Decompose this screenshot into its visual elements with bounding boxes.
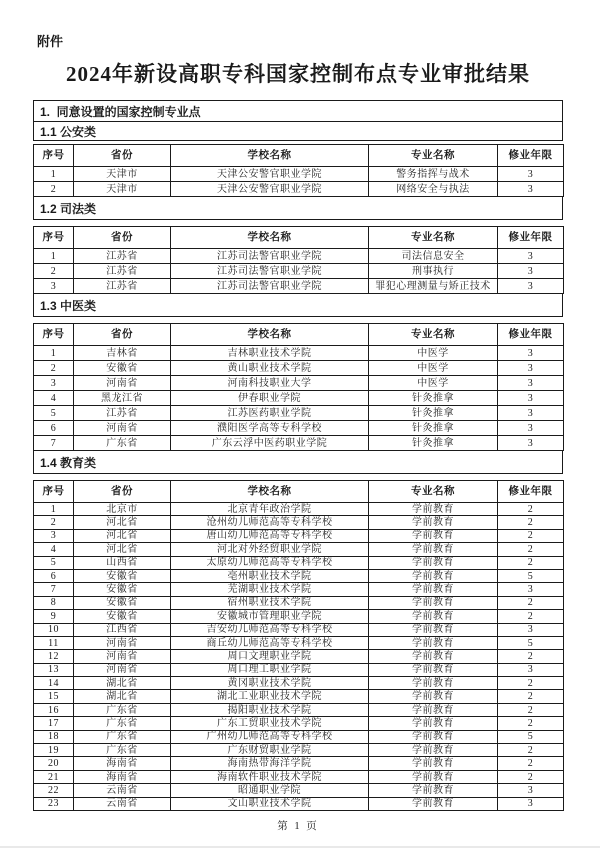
column-header-seq: 序号 <box>34 324 74 346</box>
table-cell: 河南科技职业大学 <box>171 376 369 391</box>
section-heading-chinese-medicine: 1.3 中医类 <box>33 293 563 317</box>
table-cell: 广东省 <box>74 436 171 451</box>
table-row <box>34 361 564 376</box>
table-body-public-security <box>34 167 564 197</box>
table-cell: 6 <box>34 569 74 582</box>
column-header-major: 专业名称 <box>369 227 498 249</box>
table-row <box>34 663 564 676</box>
column-header-school: 学校名称 <box>171 227 369 249</box>
table-cell: 学前教育 <box>369 757 498 770</box>
table-cell: 天津公安警官职业学院 <box>171 182 369 197</box>
table-cell: 湖北工业职业技术学院 <box>171 690 369 703</box>
table-row <box>34 516 564 529</box>
table-cell: 学前教育 <box>369 730 498 743</box>
table-cell: 天津市 <box>74 182 171 197</box>
table-cell: 学前教育 <box>369 677 498 690</box>
table-cell: 河北省 <box>74 516 171 529</box>
table-cell: 1 <box>34 167 74 182</box>
table-cell: 河南省 <box>74 650 171 663</box>
table-cell: 中医学 <box>369 361 498 376</box>
table-education <box>33 480 564 811</box>
table-cell: 学前教育 <box>369 744 498 757</box>
table-row <box>34 406 564 421</box>
table-cell: 学前教育 <box>369 703 498 716</box>
document-content <box>33 100 563 811</box>
table-cell: 河南省 <box>74 421 171 436</box>
table-cell: 海南软件职业技术学院 <box>171 770 369 783</box>
table-cell: 16 <box>34 703 74 716</box>
table-cell: 6 <box>34 421 74 436</box>
column-header-school: 学校名称 <box>171 324 369 346</box>
table-row <box>34 757 564 770</box>
table-cell: 河南省 <box>74 663 171 676</box>
table-cell: 学前教育 <box>369 770 498 783</box>
table-cell: 中医学 <box>369 346 498 361</box>
table-cell: 安徽省 <box>74 583 171 596</box>
table-row <box>34 421 564 436</box>
page-title: 2024年新设高职专科国家控制布点专业审批结果 <box>66 62 530 86</box>
table-cell: 河北省 <box>74 543 171 556</box>
column-header-province: 省份 <box>74 227 171 249</box>
table-cell: 警务指挥与战术 <box>369 167 498 182</box>
table-row <box>34 677 564 690</box>
table-cell: 3 <box>498 797 564 810</box>
table-cell: 10 <box>34 623 74 636</box>
table-cell: 伊春职业学院 <box>171 391 369 406</box>
column-header-duration: 修业年限 <box>498 145 564 167</box>
table-cell: 1 <box>34 503 74 516</box>
page-number: 第 1 页 <box>277 820 319 832</box>
table-row <box>34 650 564 663</box>
table-row <box>34 690 564 703</box>
table-row <box>34 623 564 636</box>
table-row <box>34 556 564 569</box>
table-cell: 江苏省 <box>74 279 171 294</box>
table-cell: 2 <box>498 543 564 556</box>
table-cell: 海南省 <box>74 770 171 783</box>
table-cell: 12 <box>34 650 74 663</box>
table-row <box>34 167 564 182</box>
table-cell: 湖北省 <box>74 690 171 703</box>
table-header-row <box>34 324 564 346</box>
table-cell: 学前教育 <box>369 717 498 730</box>
column-header-school: 学校名称 <box>171 481 369 503</box>
table-cell: 23 <box>34 797 74 810</box>
table-cell: 3 <box>498 264 564 279</box>
table-cell: 2 <box>34 516 74 529</box>
table-cell: 周口文理职业学院 <box>171 650 369 663</box>
table-row <box>34 279 564 294</box>
table-row <box>34 797 564 810</box>
column-header-province: 省份 <box>74 481 171 503</box>
table-row <box>34 543 564 556</box>
table-cell: 9 <box>34 610 74 623</box>
table-cell: 5 <box>498 636 564 649</box>
table-cell: 周口理工职业学院 <box>171 663 369 676</box>
table-cell: 2 <box>498 529 564 542</box>
table-cell: 3 <box>34 376 74 391</box>
table-cell: 5 <box>34 556 74 569</box>
table-cell: 吉林省 <box>74 346 171 361</box>
table-cell: 13 <box>34 663 74 676</box>
table-cell: 学前教育 <box>369 516 498 529</box>
table-cell: 7 <box>34 436 74 451</box>
table-cell: 安徽省 <box>74 569 171 582</box>
section-heading-public-security: 1.1 公安类 <box>33 121 563 141</box>
table-cell: 江苏司法警官职业学院 <box>171 249 369 264</box>
table-row <box>34 770 564 783</box>
column-header-major: 专业名称 <box>369 324 498 346</box>
section-heading-approved-points: 1. 同意设置的国家控制专业点 <box>33 100 563 122</box>
table-header-row <box>34 145 564 167</box>
table-cell: 江苏司法警官职业学院 <box>171 279 369 294</box>
table-row <box>34 391 564 406</box>
table-cell: 1 <box>34 249 74 264</box>
table-cell: 5 <box>498 569 564 582</box>
table-cell: 山西省 <box>74 556 171 569</box>
table-cell: 学前教育 <box>369 529 498 542</box>
table-cell: 3 <box>498 167 564 182</box>
table-cell: 18 <box>34 730 74 743</box>
table-cell: 学前教育 <box>369 650 498 663</box>
table-justice <box>33 226 564 294</box>
table-cell: 14 <box>34 677 74 690</box>
table-cell: 广州幼儿师范高等专科学校 <box>171 730 369 743</box>
table-cell: 亳州职业技术学院 <box>171 569 369 582</box>
table-cell: 3 <box>34 529 74 542</box>
table-cell: 3 <box>34 279 74 294</box>
table-cell: 广东工贸职业技术学院 <box>171 717 369 730</box>
table-cell: 4 <box>34 543 74 556</box>
table-row <box>34 596 564 609</box>
table-cell: 江苏医药职业学院 <box>171 406 369 421</box>
table-cell: 太原幼儿师范高等专科学校 <box>171 556 369 569</box>
table-cell: 安徽省 <box>74 610 171 623</box>
table-row <box>34 703 564 716</box>
table-header-row <box>34 481 564 503</box>
table-row <box>34 376 564 391</box>
table-cell: 广东省 <box>74 703 171 716</box>
table-cell: 3 <box>498 583 564 596</box>
table-cell: 2 <box>498 556 564 569</box>
table-cell: 宿州职业技术学院 <box>171 596 369 609</box>
table-cell: 针灸推拿 <box>369 436 498 451</box>
table-cell: 罪犯心理测量与矫正技术 <box>369 279 498 294</box>
table-cell: 黑龙江省 <box>74 391 171 406</box>
table-cell: 11 <box>34 636 74 649</box>
table-cell: 江西省 <box>74 623 171 636</box>
table-cell: 2 <box>34 182 74 197</box>
column-header-school: 学校名称 <box>171 145 369 167</box>
table-cell: 3 <box>498 182 564 197</box>
table-cell: 2 <box>34 361 74 376</box>
table-cell: 江苏省 <box>74 249 171 264</box>
table-row <box>34 503 564 516</box>
table-cell: 黄山职业技术学院 <box>171 361 369 376</box>
table-cell: 江苏省 <box>74 406 171 421</box>
table-cell: 沧州幼儿师范高等专科学校 <box>171 516 369 529</box>
section-heading-justice: 1.2 司法类 <box>33 196 563 220</box>
table-cell: 商丘幼儿师范高等专科学校 <box>171 636 369 649</box>
table-cell: 广东云浮中医药职业学院 <box>171 436 369 451</box>
table-cell: 北京青年政治学院 <box>171 503 369 516</box>
column-header-major: 专业名称 <box>369 481 498 503</box>
table-row <box>34 730 564 743</box>
table-cell: 学前教育 <box>369 623 498 636</box>
table-cell: 2 <box>498 650 564 663</box>
table-row <box>34 744 564 757</box>
table-cell: 刑事执行 <box>369 264 498 279</box>
table-cell: 河南省 <box>74 636 171 649</box>
table-cell: 河南省 <box>74 376 171 391</box>
table-cell: 8 <box>34 596 74 609</box>
table-cell: 2 <box>498 503 564 516</box>
table-cell: 学前教育 <box>369 596 498 609</box>
table-cell: 唐山幼儿师范高等专科学校 <box>171 529 369 542</box>
table-cell: 17 <box>34 717 74 730</box>
table-cell: 学前教育 <box>369 503 498 516</box>
table-cell: 学前教育 <box>369 569 498 582</box>
table-cell: 20 <box>34 757 74 770</box>
table-cell: 3 <box>498 391 564 406</box>
table-cell: 天津市 <box>74 167 171 182</box>
table-cell: 3 <box>498 361 564 376</box>
table-cell: 海南省 <box>74 757 171 770</box>
table-cell: 5 <box>498 730 564 743</box>
table-cell: 2 <box>498 744 564 757</box>
table-cell: 学前教育 <box>369 636 498 649</box>
table-row <box>34 529 564 542</box>
table-cell: 安徽省 <box>74 361 171 376</box>
table-cell: 2 <box>498 757 564 770</box>
table-public-security <box>33 144 564 197</box>
table-row <box>34 784 564 797</box>
table-cell: 学前教育 <box>369 583 498 596</box>
table-cell: 广东省 <box>74 744 171 757</box>
table-row <box>34 249 564 264</box>
table-cell: 广东省 <box>74 730 171 743</box>
table-cell: 学前教育 <box>369 610 498 623</box>
table-row <box>34 182 564 197</box>
table-cell: 中医学 <box>369 376 498 391</box>
column-header-seq: 序号 <box>34 227 74 249</box>
table-body-education <box>34 503 564 811</box>
table-cell: 3 <box>498 376 564 391</box>
table-body-chinese-medicine <box>34 346 564 451</box>
table-cell: 3 <box>498 279 564 294</box>
table-cell: 2 <box>498 596 564 609</box>
column-header-seq: 序号 <box>34 145 74 167</box>
table-cell: 吉安幼儿师范高等专科学校 <box>171 623 369 636</box>
table-cell: 1 <box>34 346 74 361</box>
table-cell: 3 <box>498 663 564 676</box>
table-cell: 江苏省 <box>74 264 171 279</box>
table-cell: 河北省 <box>74 529 171 542</box>
column-header-province: 省份 <box>74 145 171 167</box>
table-row <box>34 569 564 582</box>
attachment-label: 附件 <box>37 34 64 49</box>
table-cell: 21 <box>34 770 74 783</box>
table-cell: 2 <box>498 690 564 703</box>
table-cell: 云南省 <box>74 797 171 810</box>
table-cell: 3 <box>498 249 564 264</box>
table-cell: 安徽省 <box>74 596 171 609</box>
table-cell: 2 <box>498 703 564 716</box>
table-cell: 针灸推拿 <box>369 406 498 421</box>
table-cell: 司法信息安全 <box>369 249 498 264</box>
table-cell: 19 <box>34 744 74 757</box>
table-cell: 江苏司法警官职业学院 <box>171 264 369 279</box>
table-cell: 3 <box>498 346 564 361</box>
table-cell: 2 <box>498 516 564 529</box>
table-cell: 2 <box>34 264 74 279</box>
table-cell: 2 <box>498 677 564 690</box>
table-cell: 5 <box>34 406 74 421</box>
table-cell: 学前教育 <box>369 690 498 703</box>
column-header-duration: 修业年限 <box>498 227 564 249</box>
table-cell: 安徽城市管理职业学院 <box>171 610 369 623</box>
table-row <box>34 717 564 730</box>
table-cell: 文山职业技术学院 <box>171 797 369 810</box>
column-header-province: 省份 <box>74 324 171 346</box>
table-row <box>34 346 564 361</box>
table-body-justice <box>34 249 564 294</box>
table-cell: 学前教育 <box>369 556 498 569</box>
table-row <box>34 583 564 596</box>
table-header-row <box>34 227 564 249</box>
column-header-seq: 序号 <box>34 481 74 503</box>
table-cell: 揭阳职业技术学院 <box>171 703 369 716</box>
table-cell: 学前教育 <box>369 663 498 676</box>
table-cell: 针灸推拿 <box>369 421 498 436</box>
table-cell: 2 <box>498 770 564 783</box>
table-cell: 3 <box>498 406 564 421</box>
table-cell: 广东财贸职业学院 <box>171 744 369 757</box>
table-cell: 海南热带海洋学院 <box>171 757 369 770</box>
table-cell: 北京市 <box>74 503 171 516</box>
table-cell: 3 <box>498 436 564 451</box>
table-cell: 河北对外经贸职业学院 <box>171 543 369 556</box>
table-cell: 芜湖职业技术学院 <box>171 583 369 596</box>
table-cell: 15 <box>34 690 74 703</box>
table-cell: 针灸推拿 <box>369 391 498 406</box>
table-cell: 3 <box>498 623 564 636</box>
table-cell: 7 <box>34 583 74 596</box>
column-header-major: 专业名称 <box>369 145 498 167</box>
table-cell: 4 <box>34 391 74 406</box>
table-cell: 广东省 <box>74 717 171 730</box>
table-cell: 学前教育 <box>369 797 498 810</box>
table-row <box>34 636 564 649</box>
section-heading-education: 1.4 教育类 <box>33 450 563 474</box>
table-cell: 学前教育 <box>369 543 498 556</box>
table-cell: 22 <box>34 784 74 797</box>
table-cell: 濮阳医学高等专科学校 <box>171 421 369 436</box>
table-cell: 学前教育 <box>369 784 498 797</box>
table-cell: 昭通职业学院 <box>171 784 369 797</box>
table-cell: 3 <box>498 421 564 436</box>
table-cell: 吉林职业技术学院 <box>171 346 369 361</box>
column-header-duration: 修业年限 <box>498 481 564 503</box>
table-cell: 天津公安警官职业学院 <box>171 167 369 182</box>
table-cell: 黄冈职业技术学院 <box>171 677 369 690</box>
table-cell: 3 <box>498 784 564 797</box>
table-cell: 网络安全与执法 <box>369 182 498 197</box>
table-cell: 云南省 <box>74 784 171 797</box>
table-row <box>34 436 564 451</box>
table-chinese-medicine <box>33 323 564 451</box>
table-cell: 湖北省 <box>74 677 171 690</box>
column-header-duration: 修业年限 <box>498 324 564 346</box>
table-row <box>34 610 564 623</box>
table-cell: 2 <box>498 610 564 623</box>
table-row <box>34 264 564 279</box>
table-cell: 2 <box>498 717 564 730</box>
